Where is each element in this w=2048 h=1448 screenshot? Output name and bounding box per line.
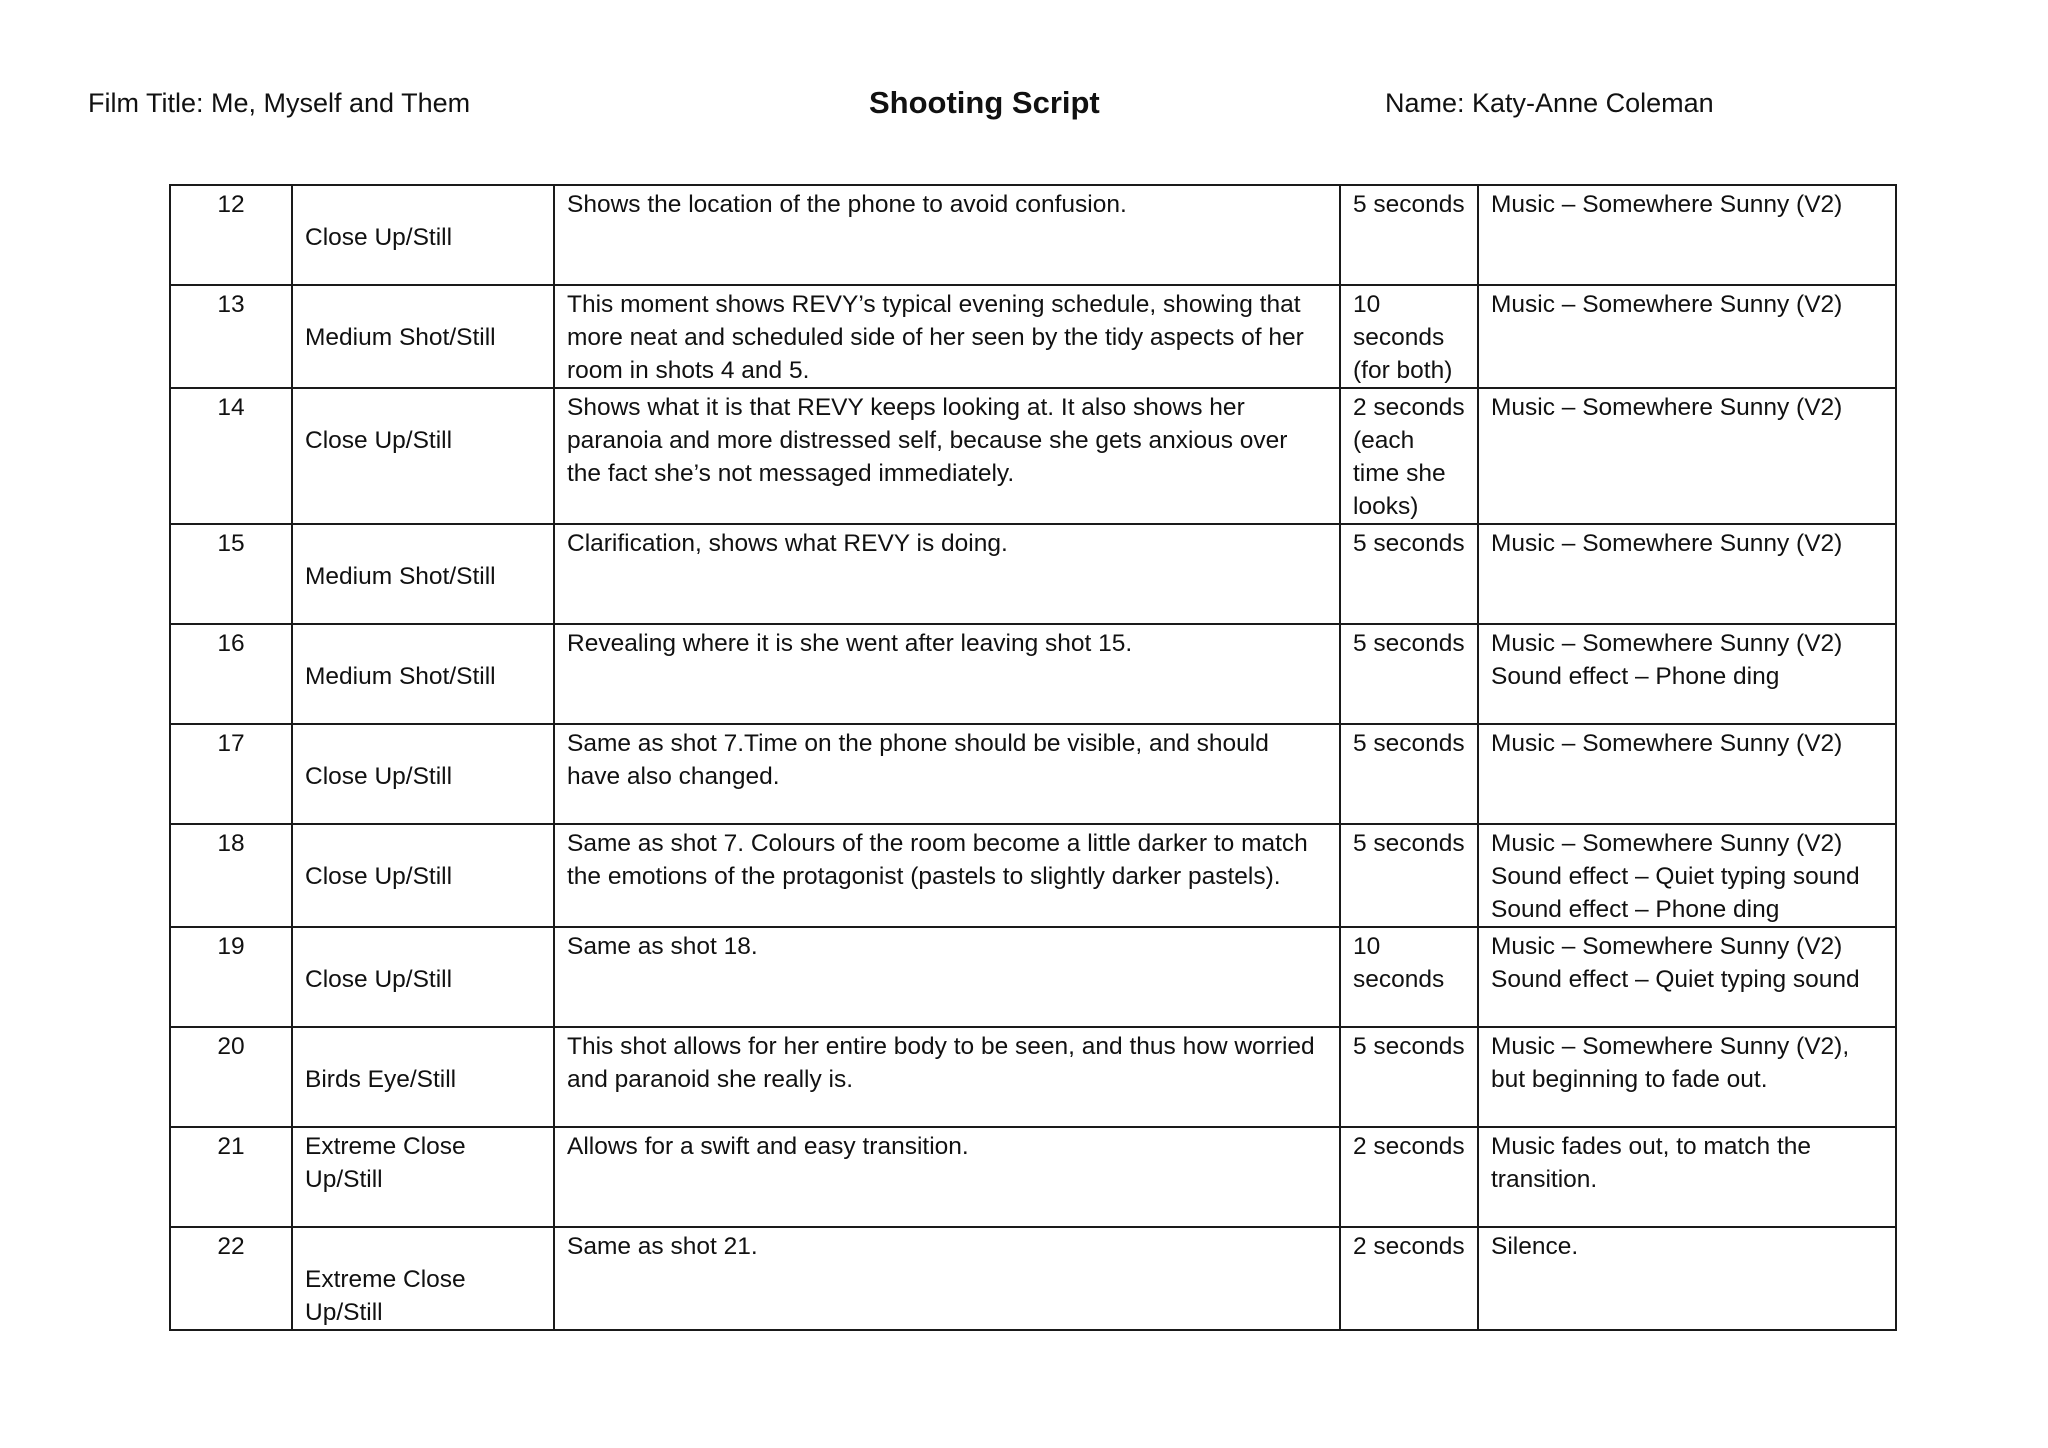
shot-number-cell — [170, 285, 292, 388]
shot-type: Extreme Close Up/Still — [305, 1133, 466, 1193]
shot-number-cell — [170, 1227, 292, 1330]
shot-duration: 5 seconds — [1353, 530, 1465, 557]
shot-description-cell — [554, 1127, 1340, 1227]
shot-type: Birds Eye/Still — [305, 1066, 457, 1093]
shot-number-cell — [170, 624, 292, 724]
shot-number: 15 — [217, 530, 245, 557]
shot-number-cell — [170, 388, 292, 524]
shot-description-cell — [554, 624, 1340, 724]
shot-type-cell — [292, 1027, 554, 1127]
shot-sound-cell — [1478, 1227, 1896, 1330]
shot-duration-cell — [1340, 388, 1478, 524]
shot-description-cell — [554, 388, 1340, 524]
shot-number: 21 — [217, 1133, 245, 1160]
shot-description: Same as shot 7.Time on the phone should be visible, and should have also changed. — [567, 730, 1269, 790]
shot-type: Close Up/Still — [305, 966, 453, 993]
shot-description: Same as shot 18. — [567, 933, 758, 960]
shot-sound-cell — [1478, 524, 1896, 624]
shot-type: Extreme Close Up/Still — [305, 1266, 466, 1326]
shot-duration-cell — [1340, 185, 1478, 285]
shot-duration: 5 seconds — [1353, 830, 1465, 857]
shot-description-cell — [554, 285, 1340, 388]
shot-type-cell — [292, 724, 554, 824]
shot-duration: 10 seconds (for both) — [1353, 291, 1453, 384]
shot-duration: 10 seconds — [1353, 933, 1445, 993]
shot-row — [170, 1027, 1896, 1127]
shot-number-cell — [170, 524, 292, 624]
shot-description: This shot allows for her entire body to be seen, and thus how worried and paranoid she really is. — [567, 1033, 1315, 1093]
shot-description: This moment shows REVY’s typical evening schedule, showing that more neat and scheduled side of her seen by the tidy aspects of her room in shots 4 and 5. — [567, 291, 1304, 384]
shot-sound-cell — [1478, 285, 1896, 388]
shot-sound: Music – Somewhere Sunny (V2) — [1491, 191, 1843, 218]
shot-number: 17 — [217, 730, 245, 757]
shot-description-cell — [554, 927, 1340, 1027]
shot-type-cell — [292, 285, 554, 388]
shot-duration-cell — [1340, 1227, 1478, 1330]
shot-type-cell — [292, 624, 554, 724]
shot-number: 14 — [217, 394, 245, 421]
shot-duration-cell — [1340, 724, 1478, 824]
shot-number: 16 — [217, 630, 245, 657]
shot-sound-cell — [1478, 1127, 1896, 1227]
shot-sound: Music – Somewhere Sunny (V2) Sound effect – Quiet typing sound Sound effect – Phone ding — [1491, 830, 1860, 923]
shot-description: Shows what it is that REVY keeps looking at. It also shows her paranoia and more distressed self, because she gets anxious over the fact she’s not messaged immediately. — [567, 394, 1288, 487]
shot-duration-cell — [1340, 285, 1478, 388]
shot-duration: 5 seconds — [1353, 1033, 1465, 1060]
shot-sound: Music – Somewhere Sunny (V2) — [1491, 291, 1843, 318]
shot-number-cell — [170, 824, 292, 927]
shot-row — [170, 1227, 1896, 1330]
shot-row — [170, 524, 1896, 624]
shot-number: 12 — [217, 191, 245, 218]
shot-row — [170, 388, 1896, 524]
shot-type: Medium Shot/Still — [305, 663, 496, 690]
shot-sound: Music fades out, to match the transition. — [1491, 1133, 1812, 1193]
shot-description-cell — [554, 1027, 1340, 1127]
shot-duration-cell — [1340, 927, 1478, 1027]
shot-description: Revealing where it is she went after leaving shot 15. — [567, 630, 1133, 657]
shot-type-cell — [292, 185, 554, 285]
shot-sound-cell — [1478, 1027, 1896, 1127]
shot-description-cell — [554, 1227, 1340, 1330]
document-title: Shooting Script — [869, 85, 1100, 120]
shot-sound: Music – Somewhere Sunny (V2) Sound effect – Quiet typing sound — [1491, 933, 1860, 993]
shot-type-cell — [292, 927, 554, 1027]
shot-description: Shows the location of the phone to avoid confusion. — [567, 191, 1127, 218]
shot-sound: Music – Somewhere Sunny (V2) — [1491, 530, 1843, 557]
shot-number: 22 — [217, 1233, 245, 1260]
shot-duration-cell — [1340, 524, 1478, 624]
shot-duration: 5 seconds — [1353, 191, 1465, 218]
shot-duration: 2 seconds (each time she looks) — [1353, 394, 1465, 520]
shot-row — [170, 185, 1896, 285]
shot-number-cell — [170, 927, 292, 1027]
shot-number-cell — [170, 1027, 292, 1127]
shot-sound: Music – Somewhere Sunny (V2) Sound effect – Phone ding — [1491, 630, 1843, 690]
author-name: Name: Katy-Anne Coleman — [1385, 88, 1714, 118]
shot-row — [170, 724, 1896, 824]
shot-type-cell — [292, 524, 554, 624]
shot-row — [170, 927, 1896, 1027]
shot-sound-cell — [1478, 624, 1896, 724]
shot-row — [170, 285, 1896, 388]
shot-duration-cell — [1340, 624, 1478, 724]
shot-description: Same as shot 7. Colours of the room become a little darker to match the emotions of the protagonist (pastels to slightly darker pastels). — [567, 830, 1308, 890]
shot-number: 13 — [217, 291, 245, 318]
shot-number: 19 — [217, 933, 245, 960]
film-title: Film Title: Me, Myself and Them — [88, 88, 471, 118]
document-header — [0, 85, 2048, 128]
shot-number-cell — [170, 724, 292, 824]
shot-duration-cell — [1340, 1027, 1478, 1127]
shot-sound: Music – Somewhere Sunny (V2) — [1491, 394, 1843, 421]
shot-sound-cell — [1478, 724, 1896, 824]
shot-duration: 5 seconds — [1353, 730, 1465, 757]
shot-row — [170, 824, 1896, 927]
shooting-script-table — [169, 184, 1897, 1331]
shot-type: Medium Shot/Still — [305, 324, 496, 351]
shot-description-cell — [554, 524, 1340, 624]
shot-number: 20 — [217, 1033, 245, 1060]
shot-type: Medium Shot/Still — [305, 563, 496, 590]
shot-description: Same as shot 21. — [567, 1233, 758, 1260]
shot-type: Close Up/Still — [305, 863, 453, 890]
shot-row — [170, 1127, 1896, 1227]
shot-type: Close Up/Still — [305, 763, 453, 790]
shot-description-cell — [554, 824, 1340, 927]
shot-type-cell — [292, 1127, 554, 1227]
shot-type: Close Up/Still — [305, 224, 453, 251]
shot-sound-cell — [1478, 185, 1896, 285]
shooting-script-body — [170, 185, 1896, 1330]
shot-sound: Silence. — [1491, 1233, 1579, 1260]
shot-type-cell — [292, 388, 554, 524]
shot-description: Allows for a swift and easy transition. — [567, 1133, 969, 1160]
shot-number-cell — [170, 1127, 292, 1227]
shot-type-cell — [292, 824, 554, 927]
shot-sound-cell — [1478, 388, 1896, 524]
shot-sound: Music – Somewhere Sunny (V2), but beginning to fade out. — [1491, 1033, 1850, 1093]
shot-description-cell — [554, 185, 1340, 285]
shot-number-cell — [170, 185, 292, 285]
shot-number: 18 — [217, 830, 245, 857]
shot-duration-cell — [1340, 1127, 1478, 1227]
shot-row — [170, 624, 1896, 724]
shot-duration-cell — [1340, 824, 1478, 927]
shot-type-cell — [292, 1227, 554, 1330]
shot-duration: 2 seconds — [1353, 1233, 1465, 1260]
shot-sound: Music – Somewhere Sunny (V2) — [1491, 730, 1843, 757]
shot-type: Close Up/Still — [305, 427, 453, 454]
shot-duration: 2 seconds — [1353, 1133, 1465, 1160]
shot-sound-cell — [1478, 824, 1896, 927]
shot-sound-cell — [1478, 927, 1896, 1027]
shot-description-cell — [554, 724, 1340, 824]
shot-duration: 5 seconds — [1353, 630, 1465, 657]
shot-description: Clarification, shows what REVY is doing. — [567, 530, 1008, 557]
